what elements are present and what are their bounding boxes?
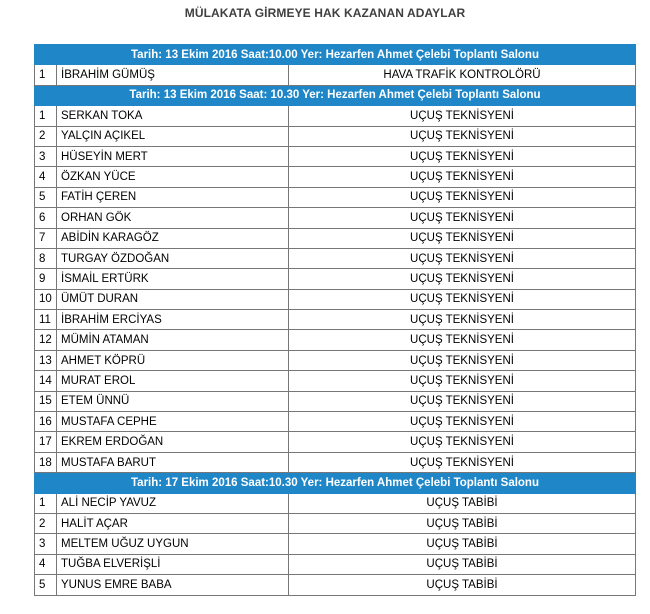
table-row [35,432,636,452]
candidate-position: UÇUŞ TEKNİSYENİ [289,289,636,309]
candidate-position: UÇUŞ TABİBİ [289,554,636,574]
table-row [35,493,636,513]
candidate-name: İSMAİL ERTÜRK [57,269,289,289]
candidate-position: UÇUŞ TEKNİSYENİ [289,208,636,228]
table-row [35,412,636,432]
candidate-number: 4 [35,554,57,574]
candidate-position: UÇUŞ TEKNİSYENİ [289,310,636,330]
table-row [35,208,636,228]
candidate-number: 1 [35,493,57,513]
candidate-name: ÖZKAN YÜCE [57,167,289,187]
candidate-name: FATİH ÇEREN [57,187,289,207]
candidate-name: HÜSEYİN MERT [57,146,289,166]
table-row [35,289,636,309]
candidate-position: UÇUŞ TEKNİSYENİ [289,330,636,350]
candidate-position: UÇUŞ TEKNİSYENİ [289,432,636,452]
candidate-position: UÇUŞ TEKNİSYENİ [289,350,636,370]
candidate-number: 2 [35,126,57,146]
table-row [35,65,636,85]
table-row [35,248,636,268]
candidate-name: YUNUS EMRE BABA [57,575,289,595]
candidate-name: ALİ NECİP YAVUZ [57,493,289,513]
table-row [35,575,636,595]
session-header-row [35,473,636,493]
candidate-number: 1 [35,106,57,126]
candidate-name: MUSTAFA CEPHE [57,412,289,432]
session-header-row [35,85,636,105]
candidate-number: 9 [35,269,57,289]
candidate-position: UÇUŞ TEKNİSYENİ [289,146,636,166]
candidate-name: SERKAN TOKA [57,106,289,126]
candidate-position: UÇUŞ TABİBİ [289,534,636,554]
table-row [35,269,636,289]
candidate-name: TUĞBA ELVERİŞLİ [57,554,289,574]
candidate-number: 18 [35,452,57,472]
candidate-number: 3 [35,534,57,554]
candidate-name: MUSTAFA BARUT [57,452,289,472]
page-title: MÜLAKATA GİRMEYE HAK KAZANAN ADAYLAR [184,6,466,20]
candidate-number: 14 [35,371,57,391]
candidate-name: MELTEM UĞUZ UYGUN [57,534,289,554]
candidate-number: 3 [35,146,57,166]
candidate-position: UÇUŞ TEKNİSYENİ [289,391,636,411]
candidate-number: 11 [35,310,57,330]
candidate-name: ÜMÜT DURAN [57,289,289,309]
candidate-name: İBRAHİM ERCİYAS [57,310,289,330]
table-row [35,554,636,574]
session-header: Tarih: 13 Ekim 2016 Saat:10.00 Yer: Hezarfen Ahmet Çelebi Toplantı Salonu [35,45,636,65]
session-header: Tarih: 17 Ekim 2016 Saat:10.30 Yer: Hezarfen Ahmet Çelebi Toplantı Salonu [35,473,636,493]
candidate-number: 1 [35,65,57,85]
table-row [35,350,636,370]
table-row [35,126,636,146]
candidate-number: 2 [35,513,57,533]
table-row [35,534,636,554]
table-row [35,167,636,187]
candidate-number: 12 [35,330,57,350]
candidate-position: HAVA TRAFİK KONTROLÖRÜ [289,65,636,85]
candidate-number: 8 [35,248,57,268]
candidate-name: AHMET KÖPRÜ [57,350,289,370]
candidate-name: TURGAY ÖZDOĞAN [57,248,289,268]
table-row [35,228,636,248]
candidate-name: EKREM ERDOĞAN [57,432,289,452]
table-row [35,452,636,472]
candidate-position: UÇUŞ TEKNİSYENİ [289,187,636,207]
candidate-number: 16 [35,412,57,432]
candidate-name: İBRAHİM GÜMÜŞ [57,65,289,85]
candidate-position: UÇUŞ TEKNİSYENİ [289,452,636,472]
candidate-position: UÇUŞ TEKNİSYENİ [289,412,636,432]
table-row [35,146,636,166]
candidate-name: ABİDİN KARAGÖZ [57,228,289,248]
candidate-number: 10 [35,289,57,309]
candidate-name: ORHAN GÖK [57,208,289,228]
table-row [35,310,636,330]
schedule-body [35,45,636,596]
candidate-position: UÇUŞ TABİBİ [289,575,636,595]
candidate-number: 5 [35,575,57,595]
candidate-position: UÇUŞ TABİBİ [289,493,636,513]
table-row [35,391,636,411]
candidate-position: UÇUŞ TEKNİSYENİ [289,371,636,391]
candidate-number: 5 [35,187,57,207]
candidate-position: UÇUŞ TEKNİSYENİ [289,228,636,248]
table-row [35,106,636,126]
candidate-name: ETEM ÜNNÜ [57,391,289,411]
candidate-name: MURAT EROL [57,371,289,391]
table-row [35,330,636,350]
candidate-number: 15 [35,391,57,411]
candidate-position: UÇUŞ TEKNİSYENİ [289,248,636,268]
candidate-position: UÇUŞ TEKNİSYENİ [289,269,636,289]
candidate-number: 13 [35,350,57,370]
candidate-position: UÇUŞ TEKNİSYENİ [289,106,636,126]
candidate-number: 7 [35,228,57,248]
candidate-number: 6 [35,208,57,228]
candidate-number: 17 [35,432,57,452]
session-header-row [35,45,636,65]
table-row [35,187,636,207]
candidate-position: UÇUŞ TEKNİSYENİ [289,126,636,146]
candidate-number: 4 [35,167,57,187]
candidate-position: UÇUŞ TEKNİSYENİ [289,167,636,187]
table-row [35,371,636,391]
table-row [35,513,636,533]
candidate-name: YALÇIN AÇIKEL [57,126,289,146]
candidate-position: UÇUŞ TABİBİ [289,513,636,533]
candidate-name: HALİT AÇAR [57,513,289,533]
candidate-name: MÜMİN ATAMAN [57,330,289,350]
interview-schedule-table [34,44,636,596]
session-header: Tarih: 13 Ekim 2016 Saat: 10.30 Yer: Hezarfen Ahmet Çelebi Toplantı Salonu [35,85,636,105]
